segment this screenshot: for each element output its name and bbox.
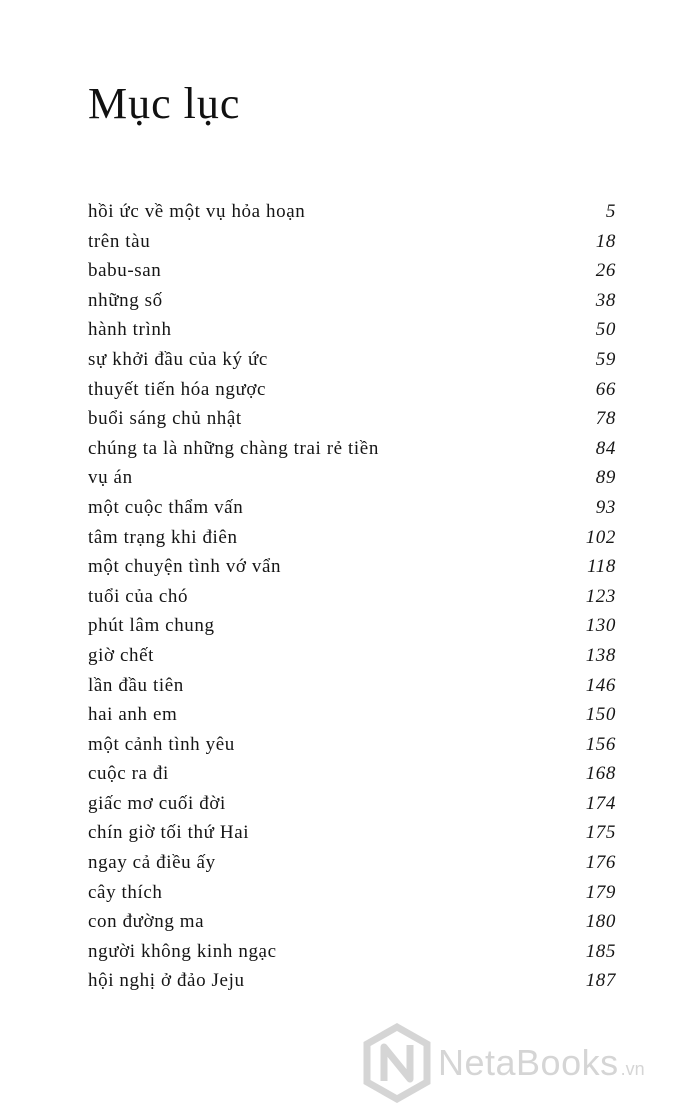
toc-entry-page: 174: [585, 792, 616, 814]
toc-entry-title: ngay cả điều ấy: [88, 852, 216, 874]
toc-entry-page: 130: [585, 615, 616, 637]
toc-entry-page: 5: [605, 201, 616, 222]
toc-entry-page: 78: [595, 408, 616, 430]
toc-entry: [88, 231, 616, 261]
toc-entry: [88, 615, 616, 645]
toc-entry: [88, 763, 616, 793]
toc-entry-title: babu-san: [88, 260, 162, 282]
toc-entry-title: một cuộc thẩm vấn: [88, 496, 244, 518]
toc-entry-title: lần đầu tiên: [88, 674, 184, 696]
neta-logo-icon: [362, 1023, 432, 1103]
toc-entry: [88, 201, 616, 231]
toc-entry: [88, 822, 616, 852]
toc-entry: [88, 260, 616, 290]
toc-entry-title: chúng ta là những chàng trai rẻ tiền: [88, 437, 379, 459]
toc-entry-page: 93: [595, 496, 616, 518]
toc-entry: [88, 290, 616, 320]
toc-entry-page: 176: [585, 852, 616, 874]
toc-entry: [88, 319, 616, 349]
toc-entry-title: con đường ma: [88, 911, 205, 933]
toc-entry: [88, 675, 616, 705]
toc-entry-page: 123: [585, 585, 616, 607]
toc-entry: [88, 379, 616, 409]
toc-entry-title: một cảnh tình yêu: [88, 733, 235, 755]
toc-entry: [88, 911, 616, 941]
toc-entry: [88, 408, 616, 438]
toc-entry: [88, 704, 616, 734]
toc-entry-page: 175: [585, 822, 616, 844]
toc-entry: [88, 527, 616, 557]
watermark-brand: NetaBooks: [438, 1042, 619, 1083]
toc-entry-title: chín giờ tối thứ Hai: [88, 822, 250, 844]
toc-entry-title: giấc mơ cuối đời: [88, 792, 226, 814]
page-title: Mục lục: [88, 79, 241, 128]
toc-entry: [88, 497, 616, 527]
toc-entry: [88, 349, 616, 379]
toc-entry-title: phút lâm chung: [88, 615, 215, 637]
toc-entry-title: sự khởi đầu của ký ức: [88, 348, 268, 370]
toc-entry-title: buổi sáng chủ nhật: [88, 408, 242, 430]
toc-entry-page: 179: [585, 881, 616, 903]
toc-entry: [88, 970, 616, 1000]
toc-entry-page: 156: [585, 733, 616, 755]
toc-entry-page: 146: [585, 674, 616, 696]
toc-list: [88, 201, 616, 1000]
toc-entry: [88, 852, 616, 882]
toc-entry-title: thuyết tiến hóa ngược: [88, 378, 267, 400]
toc-entry: [88, 645, 616, 675]
toc-entry-title: tuổi của chó: [88, 585, 189, 607]
toc-entry-page: 38: [595, 289, 616, 311]
toc-entry: [88, 556, 616, 586]
toc-entry-page: 18: [595, 230, 616, 252]
toc-entry: [88, 438, 616, 468]
toc-entry: [88, 467, 616, 497]
toc-entry-page: 168: [585, 763, 616, 785]
toc-entry-title: tâm trạng khi điên: [88, 526, 238, 548]
watermark-suffix: .vn: [620, 1059, 645, 1079]
toc-entry-page: 84: [595, 437, 616, 459]
toc-entry: [88, 793, 616, 823]
toc-entry-title: người không kinh ngạc: [88, 940, 277, 962]
toc-entry-title: trên tàu: [88, 230, 151, 252]
toc-entry: [88, 734, 616, 764]
toc-entry-page: 118: [587, 556, 616, 578]
toc-entry-title: cuộc ra đi: [88, 763, 169, 785]
watermark: [362, 1018, 692, 1108]
toc-entry-title: vụ án: [88, 467, 133, 489]
toc-entry-page: 59: [595, 348, 616, 370]
toc-entry-title: giờ chết: [88, 644, 155, 666]
toc-entry-page: 89: [595, 467, 616, 489]
toc-entry: [88, 586, 616, 616]
toc-entry: [88, 882, 616, 912]
toc-entry-page: 66: [595, 378, 616, 400]
toc-entry-title: hành trình: [88, 319, 172, 341]
toc-entry-page: 26: [595, 260, 616, 282]
toc-entry: [88, 941, 616, 971]
toc-entry-page: 138: [585, 644, 616, 666]
toc-entry-page: 150: [585, 704, 616, 726]
toc-entry-page: 185: [585, 940, 616, 962]
toc-entry-title: những số: [88, 289, 163, 311]
toc-entry-page: 180: [585, 911, 616, 933]
toc-entry-title: hai anh em: [88, 704, 178, 726]
toc-entry-title: hồi ức về một vụ hỏa hoạn: [88, 201, 306, 222]
toc-entry-page: 102: [585, 526, 616, 548]
toc-entry-title: một chuyện tình vớ vẩn: [88, 556, 282, 578]
toc-entry-title: cây thích: [88, 881, 163, 903]
toc-entry-page: 50: [595, 319, 616, 341]
toc-entry-page: 187: [585, 970, 616, 992]
toc-entry-title: hội nghị ở đảo Jeju: [88, 970, 245, 992]
